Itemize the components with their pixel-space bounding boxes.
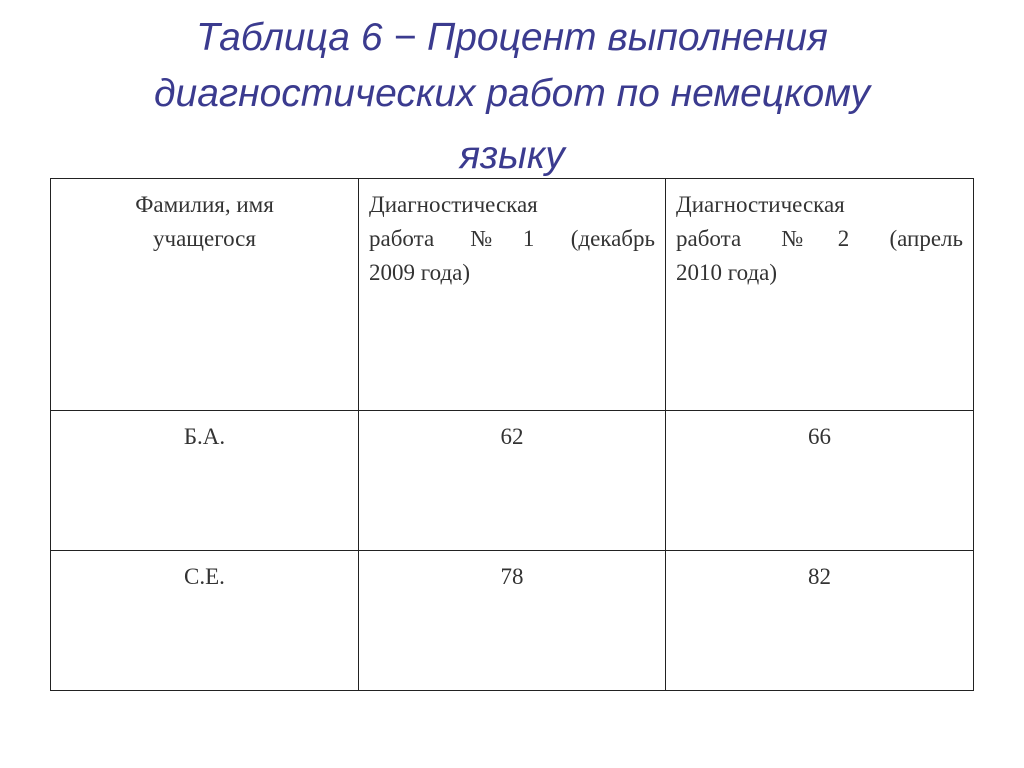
cell-work-2-score: 66 bbox=[666, 411, 974, 551]
header-student-name-line: Фамилия, имя bbox=[135, 192, 274, 217]
slide-title bbox=[60, 10, 964, 184]
results-table bbox=[50, 178, 974, 691]
cell-work-2-score: 82 bbox=[666, 551, 974, 691]
header-work-1-line: работа №1 (декабрь bbox=[369, 226, 655, 251]
table-row bbox=[51, 551, 974, 691]
cell-work-1-score: 62 bbox=[359, 411, 666, 551]
header-student-name bbox=[51, 179, 359, 411]
header-work-2-line: 2010 года) bbox=[676, 260, 778, 285]
header-work-2-line: Диагностическая bbox=[676, 192, 845, 217]
table-header-row bbox=[51, 179, 974, 411]
header-student-name-line: учащегося bbox=[153, 226, 256, 251]
header-work-2-line: работа №2 (апрель bbox=[676, 226, 963, 251]
header-work-1-line: Диагностическая bbox=[369, 192, 538, 217]
cell-work-1-score: 78 bbox=[359, 551, 666, 691]
table-row bbox=[51, 411, 974, 551]
cell-student-name: Б.А. bbox=[51, 411, 359, 551]
header-work-1-line: 2009 года) bbox=[369, 260, 471, 285]
title-line-3: языку bbox=[459, 134, 565, 177]
title-line-2: диагностических работ по немецкому bbox=[153, 72, 871, 115]
header-work-2 bbox=[666, 179, 974, 411]
title-line-1: Таблица 6 − Процент выполнения bbox=[196, 16, 828, 59]
cell-student-name: С.Е. bbox=[51, 551, 359, 691]
header-work-1 bbox=[359, 179, 666, 411]
